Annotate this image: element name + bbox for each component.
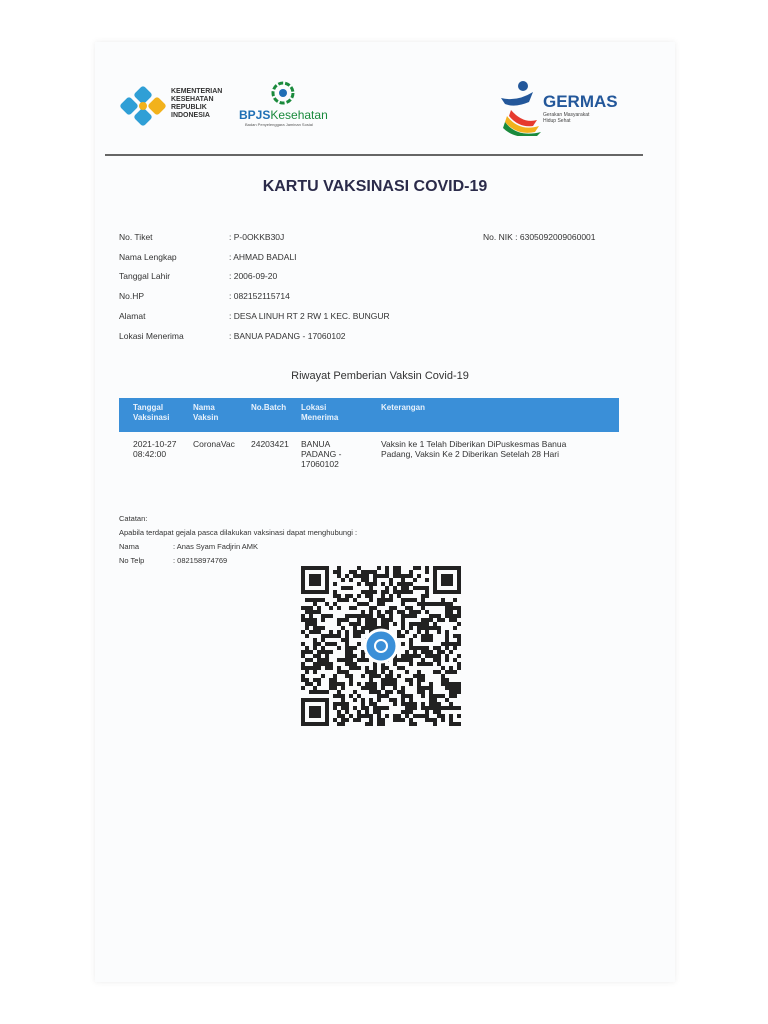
notes-text: Apabila terdapat gejala pasca dilakukan vaksinasi dapat menghubungi : <box>119 528 358 537</box>
kemenkes-logo-text: KEMENTERIAN KESEHATAN REPUBLIK INDONESIA <box>171 88 223 119</box>
field-value: : 082152115714 <box>229 291 290 301</box>
bpjs-logo-text: BPJSKesehatan <box>239 108 328 122</box>
column-header-date: Tanggal Vaksinasi <box>133 403 170 422</box>
germas-logo-text: GERMAS <box>543 92 618 111</box>
cell-notes: Vaksin ke 1 Telah Diberikan DiPuskesmas Banua Padang, Vaksin Ke 2 Diberikan Setelah 28 Hari <box>381 439 567 459</box>
contact-name-label: Nama <box>119 542 140 551</box>
field-value: : P-0OKKB30J <box>229 232 285 242</box>
kemenkes-logo-icon <box>119 86 167 126</box>
field-value: : BANUA PADANG - 17060102 <box>229 331 346 341</box>
card-title: KARTU VAKSINASI COVID-19 <box>262 178 488 195</box>
nik-label: No. NIK <box>483 232 513 242</box>
field-label: Lokasi Menerima <box>119 331 184 341</box>
qr-code-icon <box>301 566 461 734</box>
table-row <box>119 432 619 480</box>
bpjs-subtitle: Badan Penyelenggara Jaminan Sosial <box>245 122 313 127</box>
nik-value: : 6305092009060001 <box>515 232 596 242</box>
field-nik <box>483 232 596 242</box>
field-label: No. Tiket <box>119 232 153 242</box>
column-header-vaccine: Nama Vaksin <box>193 403 219 422</box>
field-value: : 2006-09-20 <box>229 271 278 281</box>
field-label: Tanggal Lahir <box>119 271 171 281</box>
field-label: No.HP <box>119 291 145 301</box>
vaccination-card <box>95 42 675 982</box>
field-label: Alamat <box>119 311 146 321</box>
contact-phone <box>119 556 227 565</box>
history-title: Riwayat Pemberian Vaksin Covid-19 <box>291 370 469 382</box>
cell-location: BANUA PADANG - 17060102 <box>301 439 342 469</box>
header-divider <box>105 154 643 156</box>
field-value: : DESA LINUH RT 2 RW 1 KEC. BUNGUR <box>229 311 390 321</box>
bpjs-logo-icon <box>270 80 296 106</box>
contact-phone-value: : 082158974769 <box>173 556 228 565</box>
cell-vaccine: CoronaVac <box>193 439 235 449</box>
contact-name <box>119 542 258 551</box>
field-label: Nama Lengkap <box>119 252 177 262</box>
notes-title: Catatan: <box>119 514 148 523</box>
column-header-batch: No.Batch <box>251 403 287 412</box>
contact-phone-label: No Telp <box>119 556 145 565</box>
cell-batch: 24203421 <box>251 439 289 449</box>
column-header-location: Lokasi Menerima <box>301 403 339 422</box>
contact-name-value: : Anas Syam Fadjrin AMK <box>173 542 259 551</box>
germas-subtitle: Gerakan Masyarakat Hidup Sehat <box>543 112 590 124</box>
cell-date: 2021-10-27 08:42:00 <box>133 439 177 459</box>
column-header-notes: Keterangan <box>381 403 426 412</box>
field-value: : AHMAD BADALI <box>229 252 297 262</box>
vaccination-history-table <box>119 398 619 480</box>
germas-logo-icon <box>497 80 543 136</box>
table-header <box>119 398 619 432</box>
qr-center-badge <box>365 630 397 662</box>
